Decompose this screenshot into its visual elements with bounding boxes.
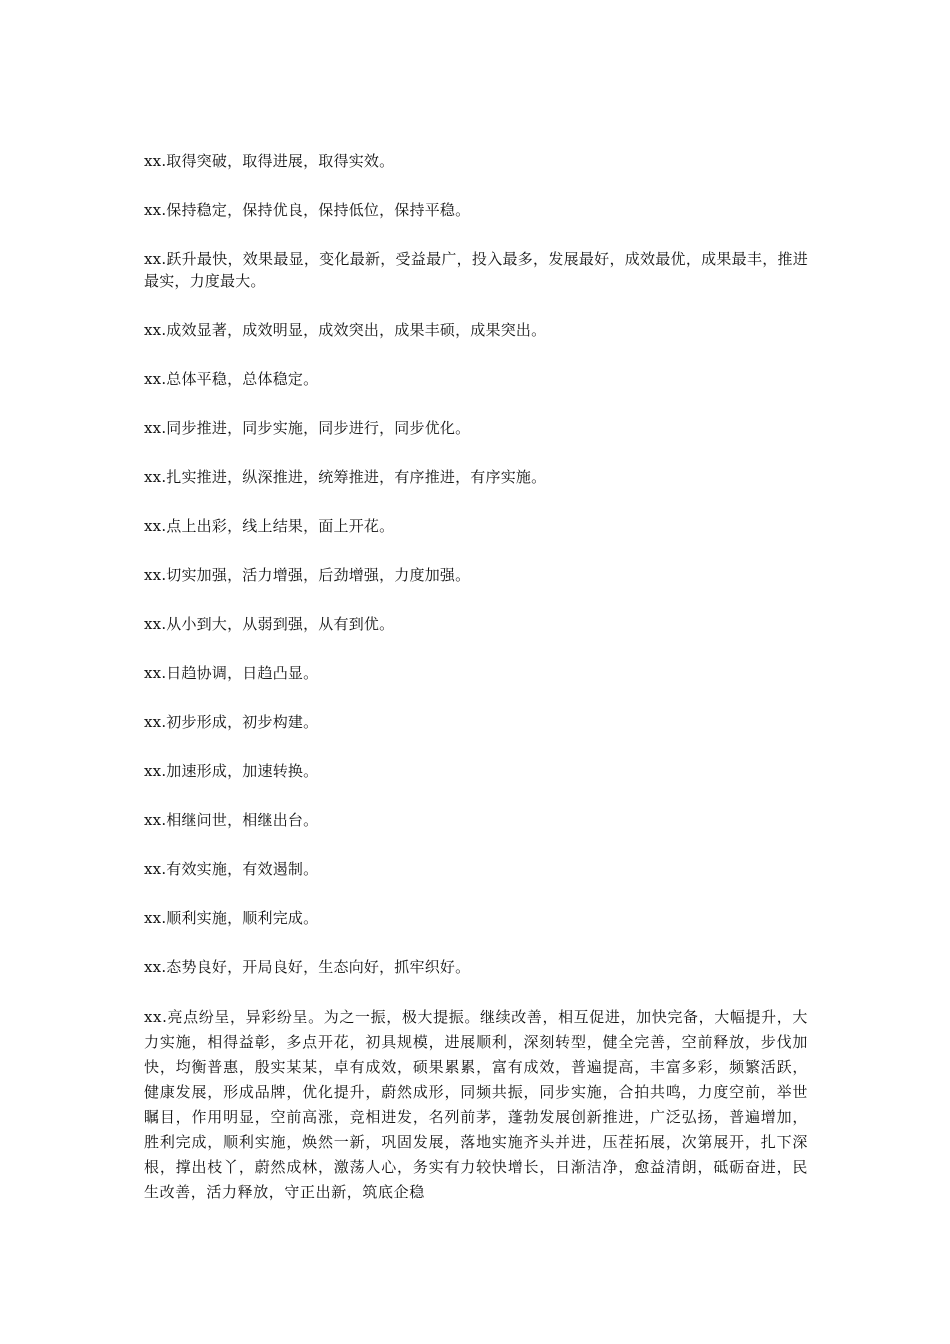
paragraph-11: xx.日趋协调，日趋凸显。 bbox=[144, 664, 319, 682]
paragraph-12: xx.初步形成，初步构建。 bbox=[144, 713, 319, 731]
paragraph-10: xx.从小到大，从弱到强，从有到优。 bbox=[144, 615, 395, 633]
paragraph-8: xx.点上出彩，线上结果，面上开花。 bbox=[144, 517, 395, 535]
paragraph-15: xx.有效实施，有效遏制。 bbox=[144, 860, 319, 878]
paragraph-6: xx.同步推进，同步实施，同步进行，同步优化。 bbox=[144, 419, 471, 437]
paragraph-16: xx.顺利实施，顺利完成。 bbox=[144, 909, 319, 927]
paragraph-5: xx.总体平稳，总体稳定。 bbox=[144, 370, 319, 388]
paragraph-4: xx.成效显著，成效明显，成效突出，成果丰硕，成果突出。 bbox=[144, 321, 547, 339]
paragraph-1: xx.取得突破，取得进展，取得实效。 bbox=[144, 152, 395, 170]
paragraph-9: xx.切实加强，活力增强，后劲增强，力度加强。 bbox=[144, 566, 471, 584]
paragraph-18: xx.亮点纷呈，异彩纷呈。为之一振，极大提振。继续改善，相互促进，加快完备，大幅提升，大力实施，相得益彰，多点开花，初具规模，进展顺利，深刻转型，健全完善，空前释放，步伐加快，均衡普惠，殷实某某，卓有成效，硕果累累，富有成效，普遍提高，丰富多彩，频繁活跃，健康发展，形成品牌，优化提升，蔚然成形，同频共振，同步实施，合拍共鸣，力度空前，举世瞩目，作用明显，空前高涨，竞相进发，名列前茅，蓬勃发展创新推进，广泛弘扬，普遍增加，胜利完成，顺利实施，焕然一新，巩固发展，落地实施齐头并进，压茬拓展，次第展开，扎下深根，撑出枝丫，蔚然成林，激荡人心，务实有力较快增长，日渐洁净，愈益清朗，砥砺奋进，民生改善，活力释放，守正出新，筑底企稳 bbox=[144, 1008, 808, 1201]
paragraph-14: xx.相继问世，相继出台。 bbox=[144, 811, 319, 829]
paragraph-17: xx.态势良好，开局良好，生态向好，抓牢织好。 bbox=[144, 958, 471, 976]
paragraph-13: xx.加速形成，加速转换。 bbox=[144, 762, 319, 780]
paragraph-3: xx.跃升最快，效果最显，变化最新，受益最广，投入最多，发展最好，成效最优，成果最丰，推进最实，力度最大。 bbox=[144, 250, 808, 290]
paragraph-7: xx.扎实推进，纵深推进，统筹推进，有序推进，有序实施。 bbox=[144, 468, 547, 486]
paragraph-2: xx.保持稳定，保持优良，保持低位，保持平稳。 bbox=[144, 201, 471, 219]
document-body bbox=[144, 150, 808, 1232]
